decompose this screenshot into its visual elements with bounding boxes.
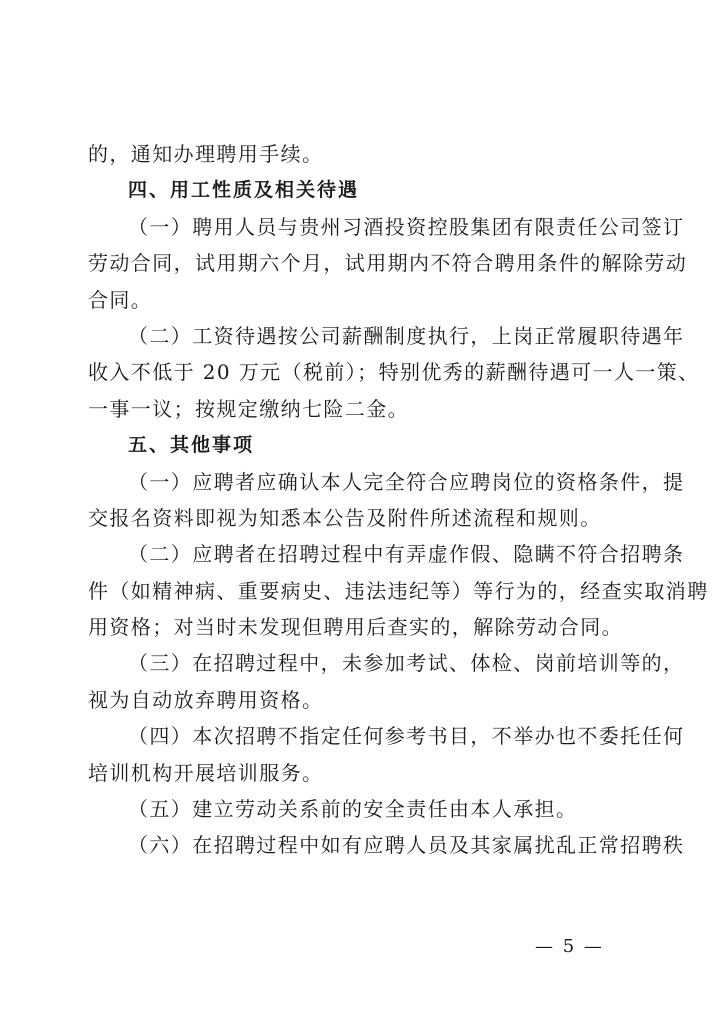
paragraph-line: （五）建立劳动关系前的安全责任由本人承担。 <box>128 797 578 822</box>
paragraph-line: （二）工资待遇按公司薪酬制度执行，上岗正常履职待遇年 <box>128 323 685 348</box>
section-heading: 五、其他事项 <box>128 434 255 457</box>
paragraph-line: 用资格；对当时未发现但聘用后查实的，解除劳动合同。 <box>88 615 623 640</box>
paragraph-line: （四）本次招聘不指定任何参考书目，不举办也不委托任何 <box>128 724 685 749</box>
paragraph-line: （一）聘用人员与贵州习酒投资控股集团有限责任公司签订 <box>128 214 685 239</box>
paragraph-line: 交报名资料即视为知悉本公告及附件所述流程和规则。 <box>88 505 602 530</box>
paragraph-line: 一事一议；按规定缴纳七险二金。 <box>88 396 409 421</box>
section-heading: 四、用工性质及相关待遇 <box>128 179 360 202</box>
page-number: — 5 — <box>535 936 604 957</box>
paragraph-line: 培训机构开展培训服务。 <box>88 760 324 785</box>
paragraph-line: 视为自动放弃聘用资格。 <box>88 687 324 712</box>
paragraph-line: （三）在招聘过程中，未参加考试、体检、岗前培训等的， <box>128 651 685 676</box>
paragraph-line: 收入不低于 20 万元（税前）；特别优秀的薪酬待遇可一人一策、 <box>88 360 700 385</box>
paragraph-line: （一）应聘者应确认本人完全符合应聘岗位的资格条件，提 <box>128 469 685 494</box>
paragraph-line: （六）在招聘过程中如有应聘人员及其家属扰乱正常招聘秩 <box>128 833 685 858</box>
paragraph-line: 的，通知办理聘用手续。 <box>88 142 324 166</box>
paragraph-line: 件（如精神病、重要病史、违法违纪等）等行为的，经查实取消聘 <box>88 578 709 603</box>
document-body <box>88 136 709 864</box>
paragraph-line: 劳动合同，试用期六个月，试用期内不符合聘用条件的解除劳动 <box>88 251 688 276</box>
paragraph-line: （二）应聘者在招聘过程中有弄虚作假、隐瞒不符合招聘条 <box>128 542 685 567</box>
paragraph-line: 合同。 <box>88 287 153 312</box>
